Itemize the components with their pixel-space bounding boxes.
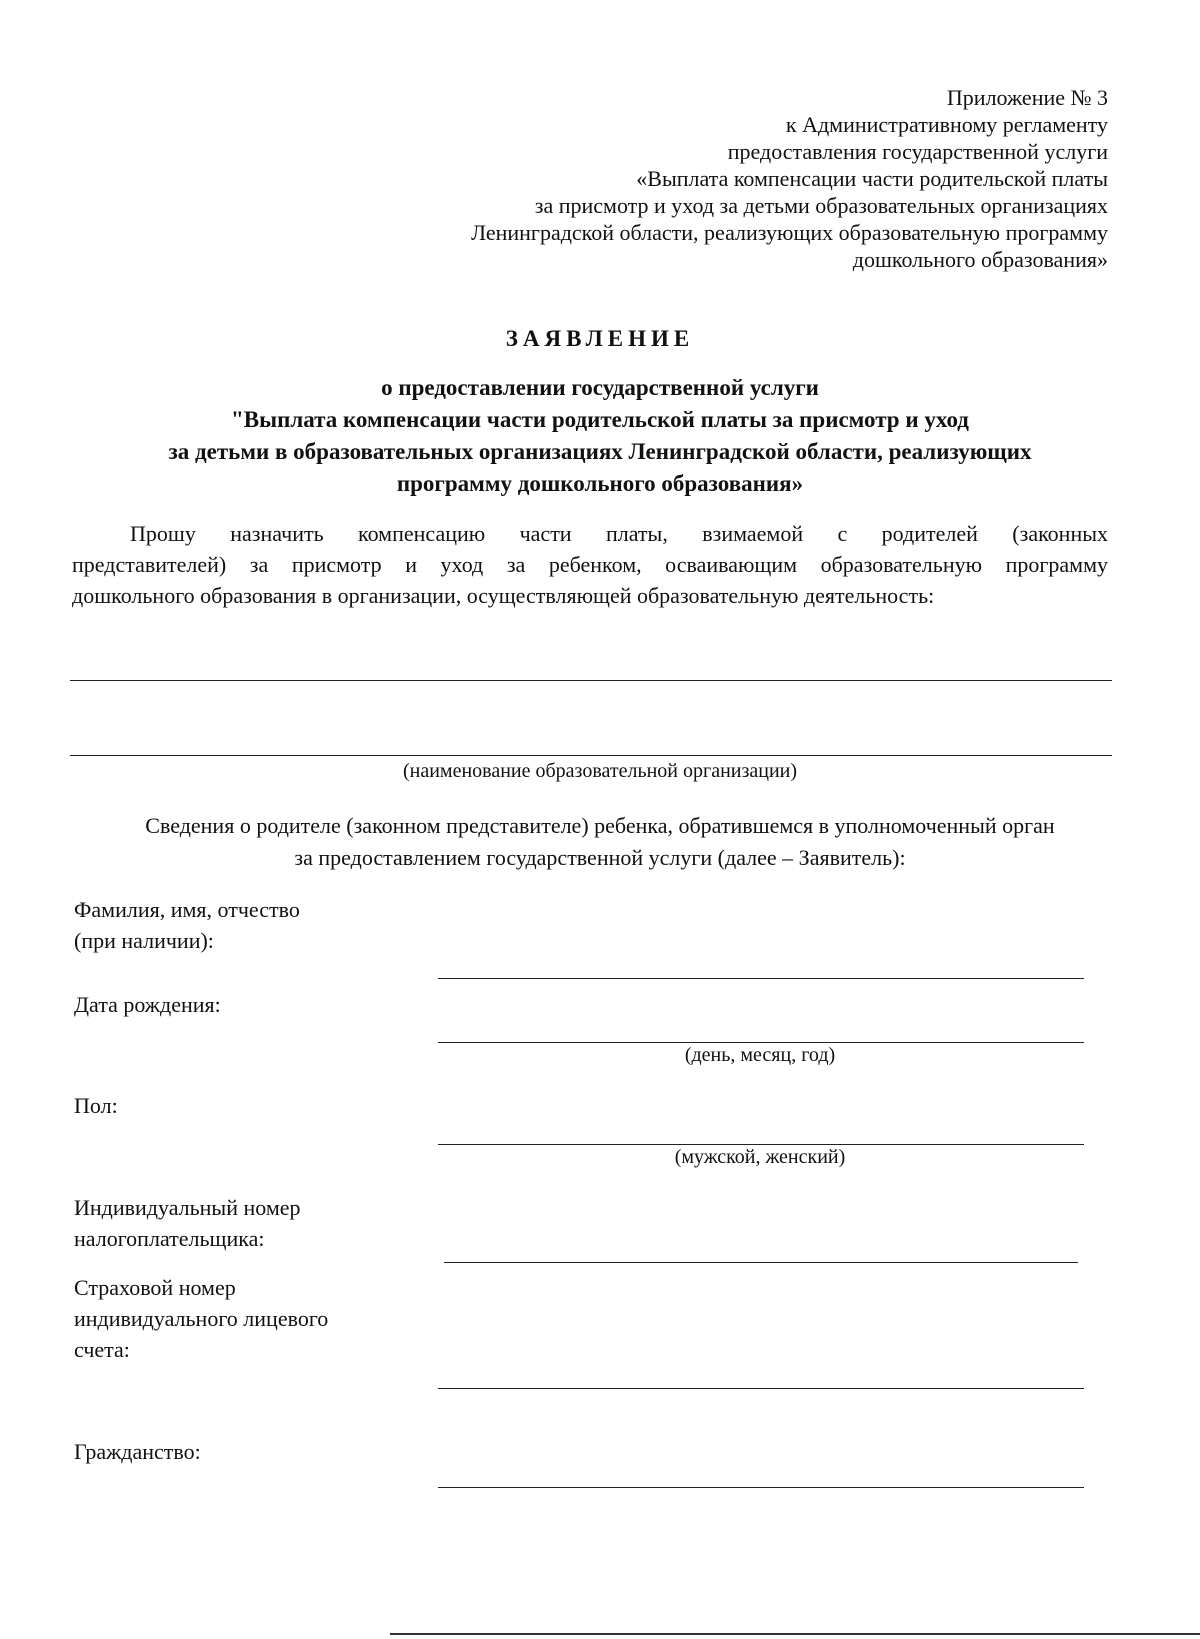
birth-date-caption: (день, месяц, год) [684, 1044, 836, 1066]
snils-label-line: индивидуального лицевого [74, 1306, 329, 1331]
subtitle-line: программу дошкольного образования» [396, 471, 804, 496]
organization-name-line-1[interactable] [70, 680, 1112, 681]
snils-label [74, 1272, 328, 1365]
inn-label [74, 1192, 301, 1254]
annex-line: за присмотр и уход за детьми образовательных организациях [534, 193, 1108, 218]
inn-label-line: Индивидуальный номер [74, 1195, 301, 1220]
request-line: Прошу назначить компенсацию части платы, взимаемой с родителей (законных [130, 521, 1108, 546]
citizenship-field[interactable] [438, 1487, 1084, 1488]
annex-header [348, 84, 1108, 273]
full-name-label [74, 894, 300, 956]
subtitle-line: "Выплата компенсации части родительской платы за присмотр и уход [231, 407, 969, 432]
annex-line: Ленинградской области, реализующих образовательную программу [471, 220, 1108, 245]
document-subtitle [60, 372, 1140, 500]
inn-field[interactable] [444, 1262, 1078, 1263]
snils-field[interactable] [438, 1388, 1084, 1389]
annex-line: предоставления государственной услуги [727, 139, 1108, 164]
scan-edge-line [390, 1633, 1200, 1635]
organization-name-line-2[interactable] [70, 755, 1112, 756]
document-title: ЗАЯВЛЕНИЕ [505, 326, 695, 351]
annex-line: дошкольного образования» [852, 247, 1108, 272]
request-line: дошкольного образования в организации, осуществляющей образовательную деятельность: [72, 583, 935, 608]
gender-field[interactable] [438, 1144, 1084, 1145]
full-name-label-line: (при наличии): [74, 928, 214, 953]
annex-line: к Административному регламенту [785, 112, 1108, 137]
citizenship-label-line: Гражданство: [74, 1439, 201, 1464]
full-name-field[interactable] [438, 978, 1084, 979]
subtitle-line: за детьми в образовательных организациях Ленинградской области, реализующих [168, 439, 1032, 464]
subtitle-line: о предоставлении государственной услуги [381, 375, 819, 400]
gender-label-line: Пол: [74, 1093, 118, 1118]
citizenship-label [74, 1436, 201, 1467]
birth-date-label-line: Дата рождения: [74, 992, 221, 1017]
snils-label-line: Страховой номер [74, 1275, 236, 1300]
birth-date-field[interactable] [438, 1042, 1084, 1043]
inn-label-line: налогоплательщика: [74, 1226, 265, 1251]
gender-label [74, 1090, 118, 1121]
request-line: представителей) за присмотр и уход за ребенком, осваивающим образовательную программу [72, 552, 1108, 577]
full-name-label-line: Фамилия, имя, отчество [74, 897, 300, 922]
birth-date-label [74, 989, 221, 1020]
organization-caption: (наименование образовательной организации) [402, 760, 798, 782]
applicant-info-line: Сведения о родителе (законном представителе) ребенка, обратившемся в уполномоченный орган [145, 813, 1055, 838]
snils-label-line: счета: [74, 1337, 130, 1362]
annex-line: Приложение № 3 [946, 85, 1108, 110]
applicant-info-line: за предоставлением государственной услуги (далее – Заявитель): [294, 845, 906, 870]
gender-caption: (мужской, женский) [674, 1146, 846, 1168]
annex-line: «Выплата компенсации части родительской платы [636, 166, 1108, 191]
request-paragraph [72, 518, 1108, 611]
applicant-info-heading [70, 810, 1130, 874]
